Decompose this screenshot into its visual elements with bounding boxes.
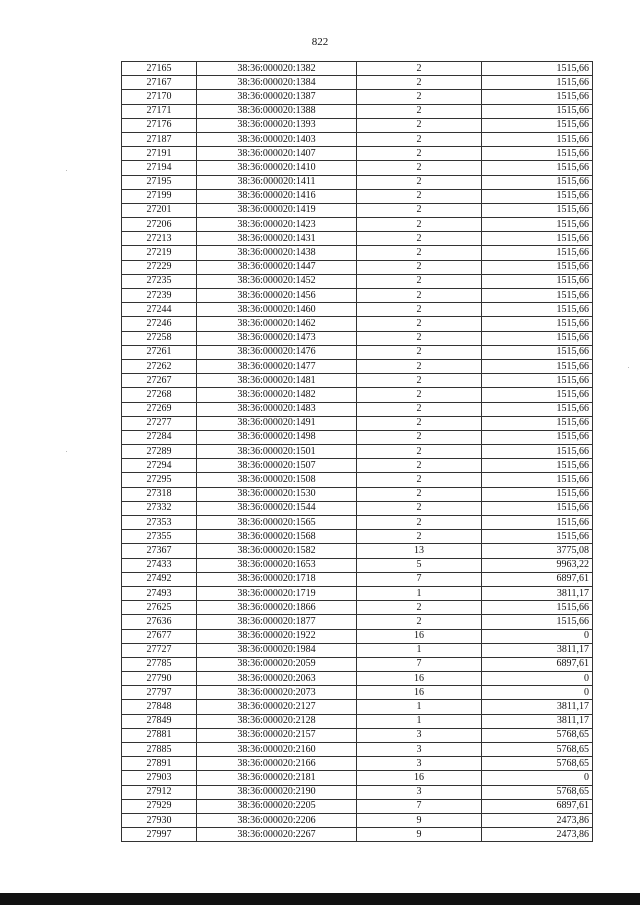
count-cell: 2: [357, 516, 482, 530]
count-cell: 2: [357, 147, 482, 161]
row-number-cell: 27997: [122, 828, 197, 842]
table-row: [122, 430, 593, 444]
table-row: [122, 530, 593, 544]
count-cell: 2: [357, 62, 482, 76]
cadastral-number-cell: 38:36:000020:1407: [197, 147, 357, 161]
row-number-cell: 27229: [122, 260, 197, 274]
amount-cell: 1515,66: [482, 388, 593, 402]
amount-cell: 5768,65: [482, 757, 593, 771]
count-cell: 3: [357, 757, 482, 771]
count-cell: 2: [357, 615, 482, 629]
table-row: [122, 359, 593, 373]
table-row: [122, 274, 593, 288]
scan-speck: [66, 170, 67, 171]
count-cell: 2: [357, 203, 482, 217]
cadastral-number-cell: 38:36:000020:1477: [197, 359, 357, 373]
amount-cell: 1515,66: [482, 232, 593, 246]
count-cell: 2: [357, 402, 482, 416]
amount-cell: 2473,86: [482, 813, 593, 827]
cadastral-number-cell: 38:36:000020:1922: [197, 629, 357, 643]
data-table: [121, 61, 593, 842]
cadastral-number-cell: 38:36:000020:2181: [197, 771, 357, 785]
amount-cell: 1515,66: [482, 430, 593, 444]
table-row: [122, 232, 593, 246]
row-number-cell: 27258: [122, 331, 197, 345]
row-number-cell: 27194: [122, 161, 197, 175]
amount-cell: 1515,66: [482, 615, 593, 629]
table-row: [122, 601, 593, 615]
amount-cell: 5768,65: [482, 728, 593, 742]
cadastral-number-cell: 38:36:000020:1388: [197, 104, 357, 118]
row-number-cell: 27295: [122, 473, 197, 487]
count-cell: 2: [357, 416, 482, 430]
cadastral-number-cell: 38:36:000020:1387: [197, 90, 357, 104]
row-number-cell: 27289: [122, 445, 197, 459]
table-row: [122, 260, 593, 274]
count-cell: 2: [357, 132, 482, 146]
count-cell: 1: [357, 714, 482, 728]
row-number-cell: 27167: [122, 76, 197, 90]
count-cell: 16: [357, 686, 482, 700]
cadastral-number-cell: 38:36:000020:2127: [197, 700, 357, 714]
row-number-cell: 27785: [122, 657, 197, 671]
row-number-cell: 27268: [122, 388, 197, 402]
page-number: 822: [311, 36, 329, 48]
count-cell: 16: [357, 771, 482, 785]
table-row: [122, 345, 593, 359]
row-number-cell: 27677: [122, 629, 197, 643]
row-number-cell: 27246: [122, 317, 197, 331]
row-number-cell: 27881: [122, 728, 197, 742]
amount-cell: 0: [482, 771, 593, 785]
count-cell: 7: [357, 572, 482, 586]
table-row: [122, 374, 593, 388]
count-cell: 2: [357, 345, 482, 359]
amount-cell: 1515,66: [482, 345, 593, 359]
row-number-cell: 27636: [122, 615, 197, 629]
amount-cell: 1515,66: [482, 317, 593, 331]
count-cell: 16: [357, 629, 482, 643]
cadastral-number-cell: 38:36:000020:1491: [197, 416, 357, 430]
cadastral-number-cell: 38:36:000020:1447: [197, 260, 357, 274]
row-number-cell: 27165: [122, 62, 197, 76]
table-row: [122, 104, 593, 118]
cadastral-number-cell: 38:36:000020:1431: [197, 232, 357, 246]
amount-cell: 1515,66: [482, 189, 593, 203]
row-number-cell: 27849: [122, 714, 197, 728]
row-number-cell: 27206: [122, 218, 197, 232]
cadastral-number-cell: 38:36:000020:1877: [197, 615, 357, 629]
row-number-cell: 27267: [122, 374, 197, 388]
row-number-cell: 27187: [122, 132, 197, 146]
row-number-cell: 27171: [122, 104, 197, 118]
row-number-cell: 27790: [122, 672, 197, 686]
count-cell: 2: [357, 189, 482, 203]
cadastral-number-cell: 38:36:000020:1565: [197, 516, 357, 530]
cadastral-number-cell: 38:36:000020:2190: [197, 785, 357, 799]
count-cell: 2: [357, 530, 482, 544]
table-row: [122, 289, 593, 303]
row-number-cell: 27219: [122, 246, 197, 260]
scan-speck: [66, 451, 67, 452]
row-number-cell: 27492: [122, 572, 197, 586]
count-cell: 2: [357, 104, 482, 118]
row-number-cell: 27355: [122, 530, 197, 544]
cadastral-number-cell: 38:36:000020:1984: [197, 643, 357, 657]
cadastral-number-cell: 38:36:000020:1866: [197, 601, 357, 615]
table-row: [122, 62, 593, 76]
table-row: [122, 757, 593, 771]
row-number-cell: 27244: [122, 303, 197, 317]
amount-cell: 1515,66: [482, 516, 593, 530]
cadastral-number-cell: 38:36:000020:1482: [197, 388, 357, 402]
table-row: [122, 629, 593, 643]
cadastral-number-cell: 38:36:000020:1476: [197, 345, 357, 359]
amount-cell: 1515,66: [482, 501, 593, 515]
amount-cell: 1515,66: [482, 445, 593, 459]
count-cell: 2: [357, 175, 482, 189]
count-cell: 2: [357, 218, 482, 232]
amount-cell: 1515,66: [482, 274, 593, 288]
amount-cell: 1515,66: [482, 90, 593, 104]
amount-cell: 3811,17: [482, 586, 593, 600]
table-body: [122, 62, 593, 842]
table-row: [122, 189, 593, 203]
table-row: [122, 714, 593, 728]
cadastral-number-cell: 38:36:000020:1384: [197, 76, 357, 90]
row-number-cell: 27277: [122, 416, 197, 430]
cadastral-number-cell: 38:36:000020:1419: [197, 203, 357, 217]
table-row: [122, 615, 593, 629]
cadastral-number-cell: 38:36:000020:2128: [197, 714, 357, 728]
cadastral-number-cell: 38:36:000020:1507: [197, 459, 357, 473]
count-cell: 16: [357, 672, 482, 686]
row-number-cell: 27797: [122, 686, 197, 700]
table-row: [122, 544, 593, 558]
table-row: [122, 785, 593, 799]
row-number-cell: 27201: [122, 203, 197, 217]
count-cell: 2: [357, 459, 482, 473]
row-number-cell: 27848: [122, 700, 197, 714]
amount-cell: 0: [482, 686, 593, 700]
cadastral-number-cell: 38:36:000020:1501: [197, 445, 357, 459]
amount-cell: 1515,66: [482, 487, 593, 501]
amount-cell: 1515,66: [482, 104, 593, 118]
table-row: [122, 416, 593, 430]
count-cell: 2: [357, 260, 482, 274]
count-cell: 2: [357, 90, 482, 104]
cadastral-number-cell: 38:36:000020:1456: [197, 289, 357, 303]
cadastral-number-cell: 38:36:000020:1438: [197, 246, 357, 260]
amount-cell: 1515,66: [482, 303, 593, 317]
row-number-cell: 27727: [122, 643, 197, 657]
cadastral-number-cell: 38:36:000020:1508: [197, 473, 357, 487]
count-cell: 3: [357, 743, 482, 757]
row-number-cell: 27912: [122, 785, 197, 799]
row-number-cell: 27930: [122, 813, 197, 827]
count-cell: 1: [357, 586, 482, 600]
table-row: [122, 203, 593, 217]
amount-cell: 1515,66: [482, 246, 593, 260]
cadastral-number-cell: 38:36:000020:1653: [197, 558, 357, 572]
table-row: [122, 90, 593, 104]
table-row: [122, 516, 593, 530]
count-cell: 2: [357, 317, 482, 331]
count-cell: 2: [357, 501, 482, 515]
cadastral-number-cell: 38:36:000020:1423: [197, 218, 357, 232]
table-row: [122, 728, 593, 742]
cadastral-number-cell: 38:36:000020:1452: [197, 274, 357, 288]
count-cell: 9: [357, 828, 482, 842]
cadastral-number-cell: 38:36:000020:1530: [197, 487, 357, 501]
count-cell: 2: [357, 487, 482, 501]
table-row: [122, 161, 593, 175]
table-row: [122, 771, 593, 785]
row-number-cell: 27262: [122, 359, 197, 373]
row-number-cell: 27239: [122, 289, 197, 303]
table-row: [122, 487, 593, 501]
count-cell: 2: [357, 118, 482, 132]
table-row: [122, 686, 593, 700]
cadastral-number-cell: 38:36:000020:1568: [197, 530, 357, 544]
amount-cell: 2473,86: [482, 828, 593, 842]
amount-cell: 1515,66: [482, 331, 593, 345]
count-cell: 2: [357, 430, 482, 444]
cadastral-number-cell: 38:36:000020:1544: [197, 501, 357, 515]
table-row: [122, 572, 593, 586]
table-row: [122, 586, 593, 600]
row-number-cell: 27284: [122, 430, 197, 444]
amount-cell: 3811,17: [482, 643, 593, 657]
scan-edge-bar: [0, 893, 640, 905]
amount-cell: 1515,66: [482, 218, 593, 232]
cadastral-number-cell: 38:36:000020:2063: [197, 672, 357, 686]
amount-cell: 1515,66: [482, 62, 593, 76]
row-number-cell: 27885: [122, 743, 197, 757]
count-cell: 5: [357, 558, 482, 572]
count-cell: 1: [357, 700, 482, 714]
amount-cell: 3811,17: [482, 714, 593, 728]
count-cell: 2: [357, 359, 482, 373]
count-cell: 2: [357, 473, 482, 487]
table-row: [122, 218, 593, 232]
amount-cell: 3811,17: [482, 700, 593, 714]
count-cell: 9: [357, 813, 482, 827]
row-number-cell: 27353: [122, 516, 197, 530]
row-number-cell: 27332: [122, 501, 197, 515]
cadastral-number-cell: 38:36:000020:1582: [197, 544, 357, 558]
cadastral-number-cell: 38:36:000020:2166: [197, 757, 357, 771]
amount-cell: 1515,66: [482, 359, 593, 373]
cadastral-number-cell: 38:36:000020:2205: [197, 799, 357, 813]
row-number-cell: 27625: [122, 601, 197, 615]
count-cell: 13: [357, 544, 482, 558]
amount-cell: 1515,66: [482, 601, 593, 615]
table-row: [122, 828, 593, 842]
count-cell: 3: [357, 785, 482, 799]
row-number-cell: 27929: [122, 799, 197, 813]
table-row: [122, 402, 593, 416]
amount-cell: 1515,66: [482, 374, 593, 388]
table-row: [122, 813, 593, 827]
table-row: [122, 118, 593, 132]
row-number-cell: 27318: [122, 487, 197, 501]
table-row: [122, 331, 593, 345]
row-number-cell: 27199: [122, 189, 197, 203]
amount-cell: 9963,22: [482, 558, 593, 572]
row-number-cell: 27891: [122, 757, 197, 771]
amount-cell: 6897,61: [482, 657, 593, 671]
amount-cell: 1515,66: [482, 402, 593, 416]
amount-cell: 5768,65: [482, 743, 593, 757]
amount-cell: 1515,66: [482, 459, 593, 473]
row-number-cell: 27261: [122, 345, 197, 359]
table-row: [122, 246, 593, 260]
table-row: [122, 303, 593, 317]
row-number-cell: 27269: [122, 402, 197, 416]
table-row: [122, 132, 593, 146]
cadastral-number-cell: 38:36:000020:1460: [197, 303, 357, 317]
cadastral-number-cell: 38:36:000020:1481: [197, 374, 357, 388]
table-row: [122, 445, 593, 459]
table-row: [122, 76, 593, 90]
amount-cell: 1515,66: [482, 147, 593, 161]
count-cell: 2: [357, 274, 482, 288]
row-number-cell: 27433: [122, 558, 197, 572]
row-number-cell: 27903: [122, 771, 197, 785]
cadastral-number-cell: 38:36:000020:1393: [197, 118, 357, 132]
table-row: [122, 743, 593, 757]
row-number-cell: 27493: [122, 586, 197, 600]
cadastral-number-cell: 38:36:000020:1483: [197, 402, 357, 416]
cadastral-number-cell: 38:36:000020:1416: [197, 189, 357, 203]
cadastral-number-cell: 38:36:000020:1473: [197, 331, 357, 345]
amount-cell: 1515,66: [482, 473, 593, 487]
row-number-cell: 27195: [122, 175, 197, 189]
amount-cell: 1515,66: [482, 260, 593, 274]
table-row: [122, 558, 593, 572]
count-cell: 2: [357, 331, 482, 345]
cadastral-number-cell: 38:36:000020:1411: [197, 175, 357, 189]
amount-cell: 1515,66: [482, 289, 593, 303]
table-row: [122, 473, 593, 487]
cadastral-number-cell: 38:36:000020:2059: [197, 657, 357, 671]
count-cell: 2: [357, 76, 482, 90]
table-row: [122, 459, 593, 473]
amount-cell: 1515,66: [482, 76, 593, 90]
amount-cell: 1515,66: [482, 175, 593, 189]
cadastral-number-cell: 38:36:000020:1462: [197, 317, 357, 331]
table-row: [122, 700, 593, 714]
cadastral-number-cell: 38:36:000020:1718: [197, 572, 357, 586]
table-row: [122, 317, 593, 331]
cadastral-number-cell: 38:36:000020:1382: [197, 62, 357, 76]
cadastral-number-cell: 38:36:000020:2160: [197, 743, 357, 757]
amount-cell: 1515,66: [482, 118, 593, 132]
amount-cell: 1515,66: [482, 203, 593, 217]
scan-speck: [628, 367, 629, 368]
count-cell: 2: [357, 374, 482, 388]
amount-cell: 0: [482, 672, 593, 686]
amount-cell: 1515,66: [482, 132, 593, 146]
row-number-cell: 27235: [122, 274, 197, 288]
cadastral-number-cell: 38:36:000020:2206: [197, 813, 357, 827]
cadastral-number-cell: 38:36:000020:1403: [197, 132, 357, 146]
amount-cell: 6897,61: [482, 572, 593, 586]
row-number-cell: 27367: [122, 544, 197, 558]
cadastral-number-cell: 38:36:000020:2157: [197, 728, 357, 742]
row-number-cell: 27191: [122, 147, 197, 161]
row-number-cell: 27176: [122, 118, 197, 132]
table-row: [122, 672, 593, 686]
count-cell: 2: [357, 445, 482, 459]
row-number-cell: 27213: [122, 232, 197, 246]
amount-cell: 5768,65: [482, 785, 593, 799]
cadastral-number-cell: 38:36:000020:1498: [197, 430, 357, 444]
amount-cell: 1515,66: [482, 161, 593, 175]
table-row: [122, 657, 593, 671]
table-row: [122, 388, 593, 402]
count-cell: 2: [357, 232, 482, 246]
count-cell: 2: [357, 601, 482, 615]
count-cell: 2: [357, 388, 482, 402]
count-cell: 2: [357, 303, 482, 317]
count-cell: 2: [357, 289, 482, 303]
count-cell: 1: [357, 643, 482, 657]
cadastral-number-cell: 38:36:000020:2073: [197, 686, 357, 700]
table-row: [122, 501, 593, 515]
count-cell: 2: [357, 161, 482, 175]
amount-cell: 1515,66: [482, 416, 593, 430]
count-cell: 3: [357, 728, 482, 742]
table-row: [122, 643, 593, 657]
table-row: [122, 799, 593, 813]
table-row: [122, 175, 593, 189]
table-row: [122, 147, 593, 161]
cadastral-number-cell: 38:36:000020:2267: [197, 828, 357, 842]
cadastral-number-cell: 38:36:000020:1719: [197, 586, 357, 600]
amount-cell: 3775,08: [482, 544, 593, 558]
amount-cell: 1515,66: [482, 530, 593, 544]
cadastral-number-cell: 38:36:000020:1410: [197, 161, 357, 175]
amount-cell: 6897,61: [482, 799, 593, 813]
count-cell: 7: [357, 799, 482, 813]
count-cell: 7: [357, 657, 482, 671]
count-cell: 2: [357, 246, 482, 260]
row-number-cell: 27170: [122, 90, 197, 104]
amount-cell: 0: [482, 629, 593, 643]
row-number-cell: 27294: [122, 459, 197, 473]
